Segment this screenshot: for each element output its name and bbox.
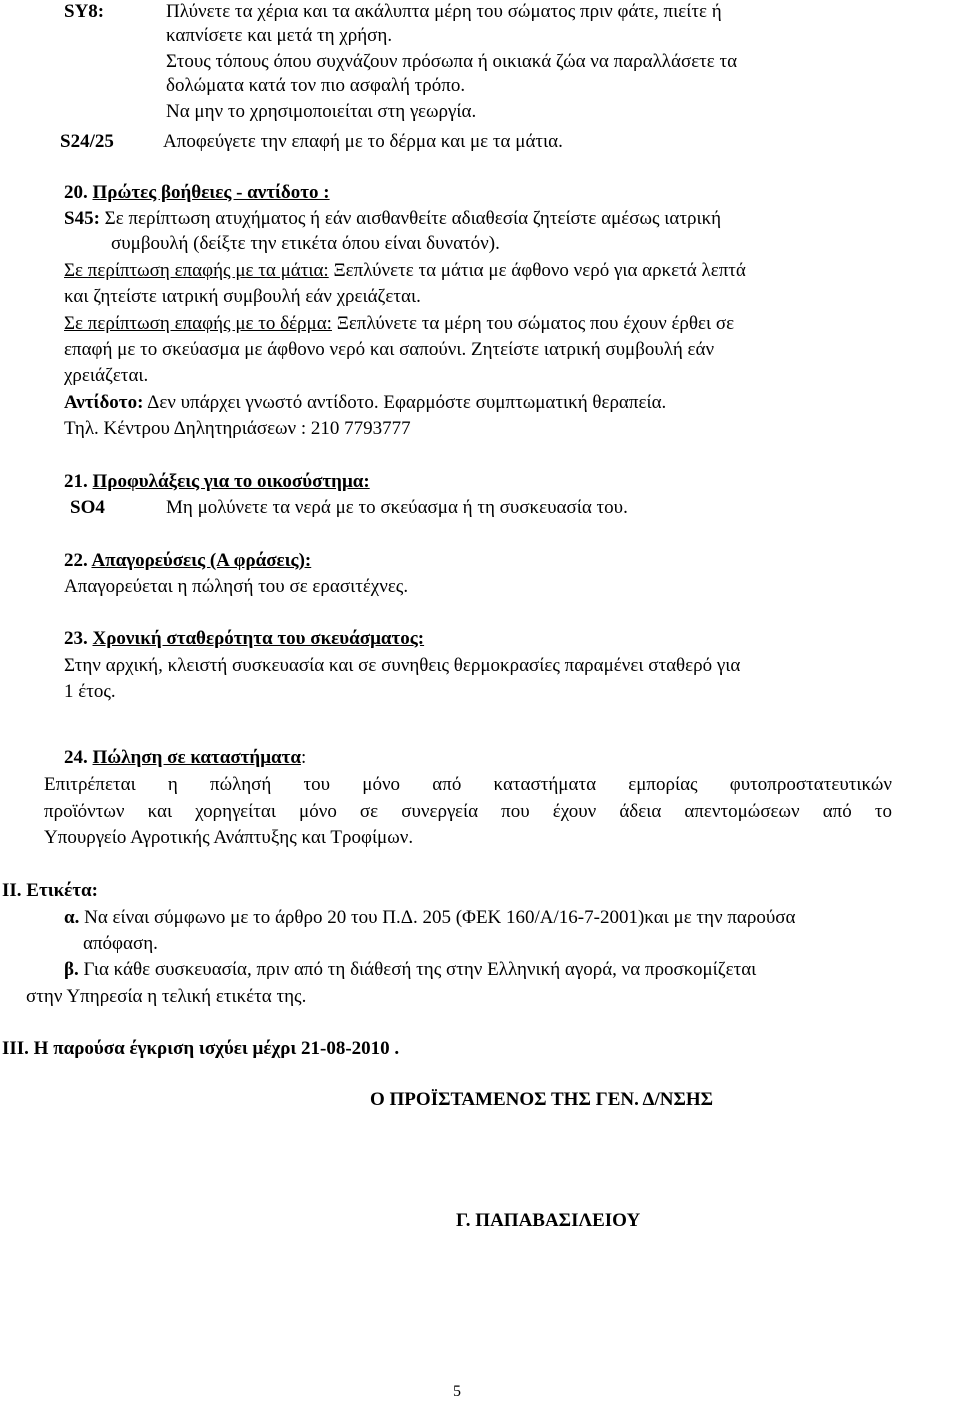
so4-text: Μη μολύνετε τα νερά με το σκεύασμα ή τη συσκευασία του.	[166, 497, 628, 518]
sy8-line-2: καπνίσετε και μετά τη χρήση.	[166, 25, 393, 46]
skin-text: Ξεπλύνετε τα μέρη του σώματος που έχουν έρθει σε	[336, 313, 735, 334]
signatory-name: Γ. ΠΑΠΑΒΑΣΙΛΕΙΟΥ	[456, 1210, 641, 1231]
sec23-number: 23.	[64, 628, 88, 649]
skin-line-1	[64, 312, 734, 336]
sec21-title: Προφυλάξεις για το οικοσύστημα:	[92, 471, 370, 492]
sec24-colon: :	[300, 747, 307, 768]
secII-b-line-2: στην Υπηρεσία η τελική ετικέτα της.	[26, 986, 307, 1007]
secII-a-text: Να είναι σύμφωνο με το άρθρο 20 του Π.Δ. 205 (ΦΕΚ 160/Α/16-7-2001)και με την παρούσα	[84, 907, 796, 928]
signatory-title: Ο ΠΡΟΪΣΤΑΜΕΝΟΣ ΤΗΣ ΓΕΝ. Δ/ΝΣΗΣ	[370, 1089, 714, 1110]
secIII-text: ΙΙΙ. Η παρούσα έγκριση ισχύει μέχρι 21-08-2010 .	[2, 1038, 400, 1059]
eyes-text: Ξεπλύνετε τα μάτια με άφθονο νερό για αρκετά λεπτά	[333, 260, 746, 281]
sy8-line-5: Να μην το χρησιμοποιείται στη γεωργία.	[166, 101, 477, 122]
antidote-line	[64, 391, 666, 415]
sec21-heading	[64, 470, 370, 494]
skin-line-3: χρειάζεται.	[64, 365, 149, 386]
sec24-number: 24.	[64, 747, 88, 768]
sec24-line-3: Υπουργείο Αγροτικής Ανάπτυξης και Τροφίμων.	[44, 827, 414, 848]
s45-line-2: συμβουλή (δείξτε την ετικέτα όπου είναι δυνατόν).	[111, 233, 500, 254]
sec20-title: Πρώτες βοήθειες - αντίδοτο :	[92, 182, 330, 203]
secII-a-line-2: απόφαση.	[83, 933, 158, 954]
sy8-line-3: Στους τόπους όπου συχνάζουν πρόσωπα ή οικιακά ζώα να παραλλάσετε τα	[166, 51, 738, 72]
sec20-number: 20.	[64, 182, 88, 203]
sec24-line-1: Επιτρέπεται η πώλησή του μόνο από καταστήματα εμπορίας φυτοπροστατευτικών	[44, 774, 892, 795]
skin-label: Σε περίπτωση επαφής με το δέρμα:	[64, 313, 332, 334]
sy8-code: SY8:	[64, 1, 105, 22]
sec22-heading	[64, 549, 311, 573]
page-number: 5	[453, 1383, 461, 1400]
sec23-heading	[64, 627, 424, 651]
sec22-number: 22.	[64, 550, 88, 571]
eyes-line-1	[64, 259, 746, 283]
secII-b-line-1	[64, 958, 756, 982]
s45-code: S45:	[64, 208, 100, 229]
secII-b-text: Για κάθε συσκευασία, πριν από τη διάθεσή της στην Ελληνική αγορά, να προσκομίζεται	[83, 959, 757, 980]
sec24-line-2: προϊόντων και χορηγείται μόνο σε συνεργεία που έχουν άδεια απεντομώσεων από το	[44, 801, 892, 822]
secII-a-line-1	[64, 906, 795, 930]
secII-b-label: β.	[64, 959, 79, 980]
sec24-title: Πώληση σε καταστήματα	[92, 747, 301, 768]
secII-heading: ΙΙ. Ετικέτα:	[2, 880, 98, 901]
sec23-title: Χρονική σταθερότητα του σκευάσματος:	[92, 628, 425, 649]
antidote-label: Αντίδοτο:	[64, 392, 144, 413]
s2425-code: S24/25	[60, 131, 114, 152]
sec20-heading	[64, 181, 330, 205]
sec22-text: Απαγορεύεται η πώλησή του σε ερασιτέχνες.	[64, 576, 409, 597]
sec23-line-1: Στην αρχική, κλειστή συσκευασία και σε συνηθεις θερμοκρασίες παραμένει σταθερό για	[64, 655, 741, 676]
so4-code: SO4	[70, 497, 105, 518]
antidote-text: Δεν υπάρχει γνωστό αντίδοτο. Εφαρμόστε συμπτωματική θεραπεία.	[147, 392, 667, 413]
secII-a-label: α.	[64, 907, 80, 928]
sec21-number: 21.	[64, 471, 88, 492]
sec22-title: Απαγορεύσεις (Α φράσεις):	[91, 550, 312, 571]
s45-text: Σε περίπτωση ατυχήματος ή εάν αισθανθείτε αδιαθεσία ζητείστε αμέσως ιατρική	[104, 208, 722, 229]
s45-line-1	[64, 207, 891, 231]
poison-center-phone: Τηλ. Κέντρου Δηλητηριάσεων : 210 7793777	[64, 418, 411, 439]
s2425-text: Αποφεύγετε την επαφή με το δέρμα και με τα μάτια.	[163, 131, 563, 152]
sec24-heading	[64, 746, 306, 770]
sy8-line-1: Πλύνετε τα χέρια και τα ακάλυπτα μέρη του σώματος πριν φάτε, πιείτε ή	[166, 1, 722, 22]
eyes-line-2: και ζητείστε ιατρική συμβουλή εάν χρειάζεται.	[64, 286, 421, 307]
sec23-line-2: 1 έτος.	[64, 681, 116, 702]
eyes-label: Σε περίπτωση επαφής με τα μάτια:	[64, 260, 329, 281]
sy8-line-4: δολώματα κατά τον πιο ασφαλή τρόπο.	[166, 75, 466, 96]
skin-line-2: επαφή με το σκεύασμα με άφθονο νερό και σαπούνι. Ζητείστε ιατρική συμβουλή εάν	[64, 339, 715, 360]
